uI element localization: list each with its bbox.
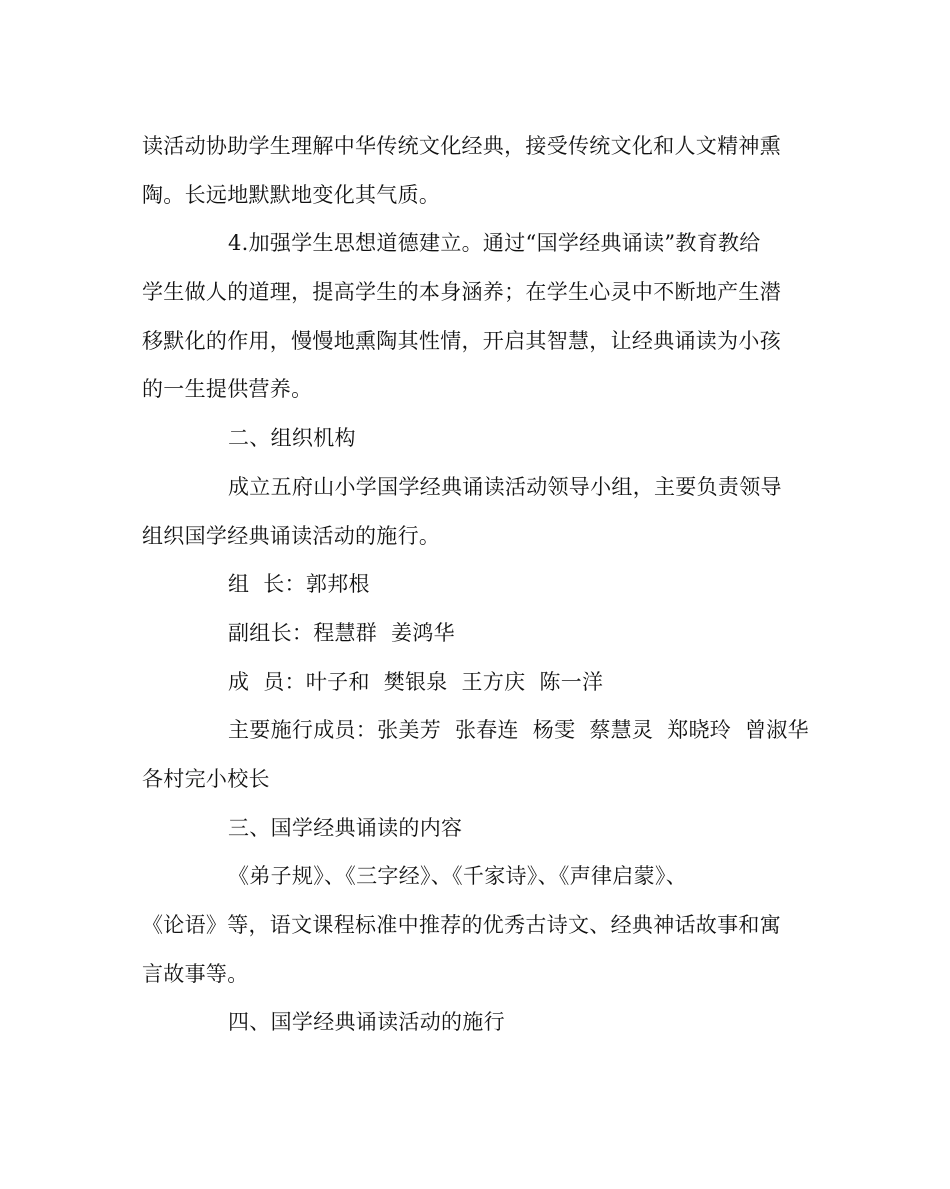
section-heading: 四、国学经典诵读活动的施行 (228, 1010, 505, 1035)
paragraph-line: 组织国学经典诵读活动的施行。 (142, 523, 441, 548)
paragraph-line: 陶。长远地默默地变化其气质。 (142, 182, 441, 207)
member-line-members: 成 员：叶子和 樊银泉 王方庆 陈一洋 (228, 669, 604, 694)
paragraph-line: 各村完小校长 (142, 766, 270, 791)
paragraph-line: 《弟子规》、《三字经》、《千家诗》、《声律启蒙》、 (228, 864, 687, 889)
paragraph-line: 言故事等。 (142, 961, 249, 986)
paragraph-line: 的一生提供营养。 (142, 377, 313, 402)
section-heading: 二、组织机构 (228, 426, 356, 451)
section-heading: 三、国学经典诵读的内容 (228, 815, 463, 840)
member-line-leader: 组 长：郭邦根 (228, 572, 370, 597)
paragraph-line: 成立五府山小学国学经典诵读活动领导小组，主要负责领导 (228, 474, 782, 499)
paragraph-line: 移默化的作用，慢慢地熏陶其性情，开启其智慧，让经典诵读为小孩 (142, 328, 781, 353)
member-line-deputy: 副组长：程慧群 姜鸿华 (228, 620, 455, 645)
paragraph-line: 《论语》等，语文课程标准中推荐的优秀古诗文、经典神话故事和寓 (142, 913, 781, 937)
paragraph-line: 4.加强学生思想道德建立。通过“国学经典诵读”教育教给 (228, 231, 761, 256)
member-line-implementers: 主要施行成员：张美芳 张春连 杨雯 蔡慧灵 郑晓玲 曾淑华 (228, 718, 809, 743)
document-body (142, 126, 812, 1051)
paragraph-line: 学生做人的道理，提高学生的本身涵养；在学生心灵中不断地产生潜 (142, 280, 781, 305)
paragraph-line: 读活动协助学生理解中华传统文化经典，接受传统文化和人文精神熏 (142, 134, 781, 158)
